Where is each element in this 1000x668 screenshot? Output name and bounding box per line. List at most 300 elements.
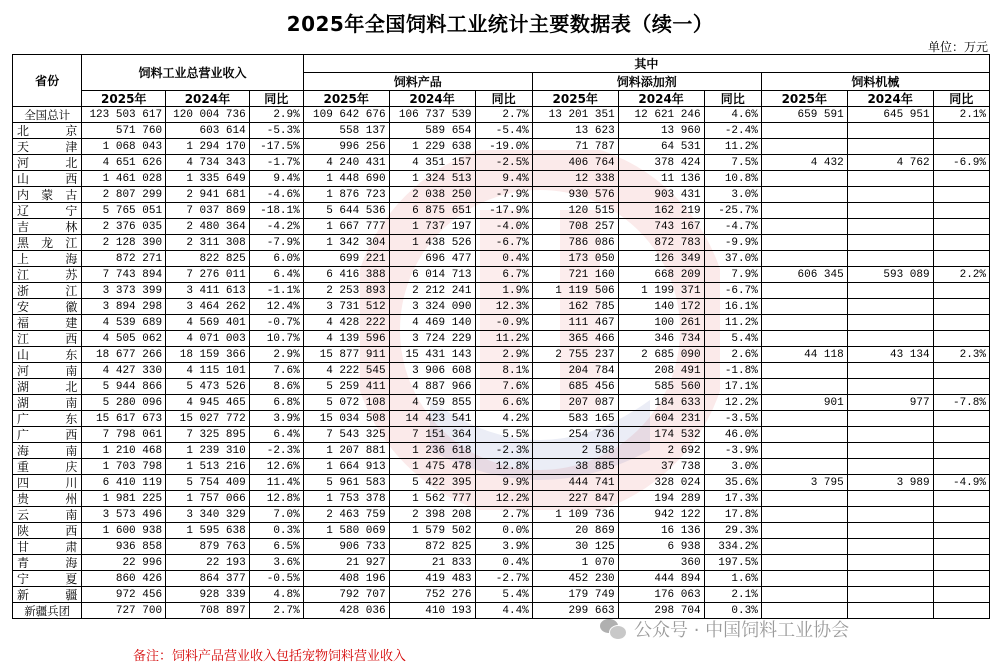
value-cell [847, 523, 933, 539]
value-cell: 2.7% [475, 507, 532, 523]
value-cell: 0.4% [475, 555, 532, 571]
value-cell: 334.2% [704, 539, 761, 555]
header-yoy: 同比 [249, 91, 303, 107]
value-cell: 1 448 690 [303, 171, 389, 187]
value-cell [847, 411, 933, 427]
value-cell [933, 555, 989, 571]
value-cell: 4 240 431 [303, 155, 389, 171]
value-cell: 2 588 [532, 443, 618, 459]
value-cell: 1 753 378 [303, 491, 389, 507]
value-cell: 4 505 062 [82, 331, 166, 347]
value-cell: 1 119 506 [532, 283, 618, 299]
value-cell: -2.3% [475, 443, 532, 459]
value-cell: -4.0% [475, 219, 532, 235]
value-cell: -17.5% [249, 139, 303, 155]
table-body [13, 107, 990, 619]
table-row [13, 315, 990, 331]
province-cell: 甘 肃 [13, 539, 82, 555]
value-cell: 2 755 237 [532, 347, 618, 363]
table-header [13, 55, 990, 107]
value-cell: 2.7% [475, 107, 532, 123]
value-cell: 13 623 [532, 123, 618, 139]
value-cell: 15 617 673 [82, 411, 166, 427]
value-cell: -18.1% [249, 203, 303, 219]
value-cell: 7 037 869 [166, 203, 250, 219]
value-cell: 1 109 736 [532, 507, 618, 523]
value-cell: 3 411 613 [166, 283, 250, 299]
value-cell [847, 331, 933, 347]
value-cell: 9.4% [475, 171, 532, 187]
value-cell: 2.1% [704, 587, 761, 603]
value-cell: -6.7% [475, 235, 532, 251]
value-cell: 585 560 [618, 379, 704, 395]
value-cell [761, 219, 847, 235]
value-cell: -25.7% [704, 203, 761, 219]
value-cell [933, 427, 989, 443]
header-of-which: 其中 [303, 55, 989, 73]
table-row [13, 187, 990, 203]
value-cell: 3 906 608 [389, 363, 475, 379]
value-cell: 786 086 [532, 235, 618, 251]
header-2024: 2024年 [618, 91, 704, 107]
value-cell: 6 014 713 [389, 267, 475, 283]
value-cell: 204 784 [532, 363, 618, 379]
value-cell: 12.2% [475, 491, 532, 507]
header-2024: 2024年 [166, 91, 250, 107]
header-feed-products: 饲料产品 [303, 73, 532, 91]
value-cell: 1 600 938 [82, 523, 166, 539]
value-cell: 5.4% [704, 331, 761, 347]
value-cell: 10.8% [704, 171, 761, 187]
value-cell: -6.9% [933, 155, 989, 171]
value-cell [847, 491, 933, 507]
value-cell: 696 477 [389, 251, 475, 267]
value-cell: -1.8% [704, 363, 761, 379]
province-cell: 安 徽 [13, 299, 82, 315]
value-cell: 419 483 [389, 571, 475, 587]
value-cell: 22 193 [166, 555, 250, 571]
province-cell: 黑龙江 [13, 235, 82, 251]
header-2024: 2024年 [389, 91, 475, 107]
value-cell: 1 070 [532, 555, 618, 571]
value-cell: 2 253 893 [303, 283, 389, 299]
value-cell: 5.5% [475, 427, 532, 443]
value-cell: 17.3% [704, 491, 761, 507]
value-cell: 12.3% [475, 299, 532, 315]
value-cell [847, 251, 933, 267]
value-cell: 452 230 [532, 571, 618, 587]
value-cell: -4.9% [933, 475, 989, 491]
value-cell: 589 654 [389, 123, 475, 139]
province-cell: 吉 林 [13, 219, 82, 235]
value-cell: 6.8% [249, 395, 303, 411]
value-cell [761, 571, 847, 587]
value-cell [847, 587, 933, 603]
value-cell: 64 531 [618, 139, 704, 155]
value-cell: 176 063 [618, 587, 704, 603]
province-cell: 青 海 [13, 555, 82, 571]
value-cell: 8.6% [249, 379, 303, 395]
value-cell: 140 172 [618, 299, 704, 315]
value-cell: 942 122 [618, 507, 704, 523]
value-cell [847, 539, 933, 555]
value-cell: 3 989 [847, 475, 933, 491]
province-cell: 云 南 [13, 507, 82, 523]
value-cell: 2.7% [249, 603, 303, 619]
value-cell: 1 324 513 [389, 171, 475, 187]
value-cell: 162 785 [532, 299, 618, 315]
value-cell [933, 235, 989, 251]
value-cell [761, 187, 847, 203]
value-cell [933, 363, 989, 379]
value-cell [761, 587, 847, 603]
table-row [13, 347, 990, 363]
value-cell [761, 363, 847, 379]
value-cell [847, 555, 933, 571]
value-cell: 194 289 [618, 491, 704, 507]
value-cell: -2.7% [475, 571, 532, 587]
table-row [13, 443, 990, 459]
value-cell [847, 123, 933, 139]
wechat-icon [600, 619, 626, 639]
header-yoy: 同比 [704, 91, 761, 107]
value-cell: 4 469 140 [389, 315, 475, 331]
value-cell: 15 431 143 [389, 347, 475, 363]
value-cell: 208 491 [618, 363, 704, 379]
value-cell: 6.6% [475, 395, 532, 411]
header-total-revenue: 饲料工业总营业收入 [82, 55, 303, 91]
province-cell: 河 北 [13, 155, 82, 171]
province-cell: 内蒙古 [13, 187, 82, 203]
value-cell: 8.1% [475, 363, 532, 379]
value-cell: 5 473 526 [166, 379, 250, 395]
value-cell [761, 427, 847, 443]
value-cell: 126 349 [618, 251, 704, 267]
value-cell: 2 807 299 [82, 187, 166, 203]
value-cell: -7.8% [933, 395, 989, 411]
value-cell: 708 257 [532, 219, 618, 235]
value-cell: 18 677 266 [82, 347, 166, 363]
value-cell: 4 222 545 [303, 363, 389, 379]
value-cell: 972 456 [82, 587, 166, 603]
value-cell: 1 461 028 [82, 171, 166, 187]
value-cell [847, 203, 933, 219]
value-cell: 2.9% [249, 107, 303, 123]
header-province: 省份 [13, 55, 82, 107]
value-cell: 1 438 526 [389, 235, 475, 251]
value-cell: 4.6% [704, 107, 761, 123]
value-cell: 1 294 170 [166, 139, 250, 155]
value-cell: 906 733 [303, 539, 389, 555]
value-cell [847, 443, 933, 459]
value-cell: -9.9% [704, 235, 761, 251]
value-cell: 4 539 689 [82, 315, 166, 331]
value-cell [761, 315, 847, 331]
value-cell: 15 027 772 [166, 411, 250, 427]
value-cell: 12.6% [249, 459, 303, 475]
value-cell: 2.9% [475, 347, 532, 363]
value-cell: -0.5% [249, 571, 303, 587]
header-feed-machinery: 饲料机械 [761, 73, 989, 91]
value-cell [761, 123, 847, 139]
value-cell: -6.7% [704, 283, 761, 299]
value-cell [761, 539, 847, 555]
value-cell: 3 324 090 [389, 299, 475, 315]
brand-text: 公众号 · 中国饲料工业协会 [634, 620, 850, 641]
value-cell [847, 171, 933, 187]
value-cell [933, 315, 989, 331]
value-cell [933, 459, 989, 475]
value-cell: 7.9% [704, 267, 761, 283]
value-cell: 860 426 [82, 571, 166, 587]
value-cell: 6.4% [249, 267, 303, 283]
value-cell: 2 376 035 [82, 219, 166, 235]
value-cell: 930 576 [532, 187, 618, 203]
value-cell: -19.0% [475, 139, 532, 155]
value-cell: 1 562 777 [389, 491, 475, 507]
value-cell: 5 944 866 [82, 379, 166, 395]
value-cell: 5 280 096 [82, 395, 166, 411]
value-cell: 17.8% [704, 507, 761, 523]
header-2025: 2025年 [532, 91, 618, 107]
value-cell: 4.2% [475, 411, 532, 427]
value-cell [761, 235, 847, 251]
value-cell: 12 338 [532, 171, 618, 187]
table-row [13, 379, 990, 395]
value-cell: 4 651 626 [82, 155, 166, 171]
value-cell: 29.3% [704, 523, 761, 539]
value-cell: 2.9% [249, 347, 303, 363]
value-cell: 792 707 [303, 587, 389, 603]
value-cell: 3 894 298 [82, 299, 166, 315]
province-cell: 湖 南 [13, 395, 82, 411]
value-cell: 604 231 [618, 411, 704, 427]
value-cell: 298 704 [618, 603, 704, 619]
value-cell [933, 587, 989, 603]
value-cell: 21 927 [303, 555, 389, 571]
value-cell: 558 137 [303, 123, 389, 139]
value-cell: 1 513 216 [166, 459, 250, 475]
table-row [13, 459, 990, 475]
value-cell: 11 136 [618, 171, 704, 187]
value-cell: 2 038 250 [389, 187, 475, 203]
header-yoy: 同比 [475, 91, 532, 107]
value-cell: 7.0% [249, 507, 303, 523]
value-cell: 928 339 [166, 587, 250, 603]
table-row [13, 235, 990, 251]
value-cell: 1 757 066 [166, 491, 250, 507]
value-cell [761, 507, 847, 523]
value-cell: 1 664 913 [303, 459, 389, 475]
value-cell: 2 212 241 [389, 283, 475, 299]
value-cell: 13 201 351 [532, 107, 618, 123]
value-cell: 6 410 119 [82, 475, 166, 491]
value-cell: 378 424 [618, 155, 704, 171]
value-cell: 6 875 651 [389, 203, 475, 219]
value-cell: 20 869 [532, 523, 618, 539]
value-cell: 822 825 [166, 251, 250, 267]
province-cell: 湖 北 [13, 379, 82, 395]
province-cell: 四 川 [13, 475, 82, 491]
value-cell [761, 555, 847, 571]
value-cell: 752 276 [389, 587, 475, 603]
value-cell: -5.3% [249, 123, 303, 139]
value-cell: 996 256 [303, 139, 389, 155]
value-cell: 7 276 011 [166, 267, 250, 283]
value-cell [933, 603, 989, 619]
value-cell: 4 887 966 [389, 379, 475, 395]
value-cell [847, 299, 933, 315]
value-cell: 406 764 [532, 155, 618, 171]
province-cell: 河 南 [13, 363, 82, 379]
value-cell: 328 024 [618, 475, 704, 491]
province-cell: 北 京 [13, 123, 82, 139]
value-cell: 685 456 [532, 379, 618, 395]
table-row [13, 283, 990, 299]
table-row [13, 155, 990, 171]
value-cell: -2.5% [475, 155, 532, 171]
province-cell: 山 东 [13, 347, 82, 363]
value-cell: 4.4% [475, 603, 532, 619]
value-cell: 4 432 [761, 155, 847, 171]
province-cell: 宁 夏 [13, 571, 82, 587]
table-row [13, 539, 990, 555]
province-cell: 山 西 [13, 171, 82, 187]
table-row [13, 427, 990, 443]
value-cell: 207 087 [532, 395, 618, 411]
value-cell: 7 325 895 [166, 427, 250, 443]
province-cell: 天 津 [13, 139, 82, 155]
value-cell: 7.6% [475, 379, 532, 395]
value-cell: 3.0% [704, 187, 761, 203]
table-row [13, 139, 990, 155]
value-cell [933, 139, 989, 155]
value-cell [933, 491, 989, 507]
value-cell [933, 507, 989, 523]
table-row [13, 171, 990, 187]
province-cell: 江 苏 [13, 267, 82, 283]
province-cell: 广 东 [13, 411, 82, 427]
value-cell: 111 467 [532, 315, 618, 331]
value-cell: 12.4% [249, 299, 303, 315]
value-cell [847, 315, 933, 331]
value-cell: 645 951 [847, 107, 933, 123]
value-cell [933, 411, 989, 427]
value-cell: 0.3% [249, 523, 303, 539]
unit-label: 单位：万元 [927, 40, 988, 54]
value-cell [761, 523, 847, 539]
table-row [13, 475, 990, 491]
value-cell: 1 236 618 [389, 443, 475, 459]
value-cell: 1.9% [475, 283, 532, 299]
value-cell: 6 416 388 [303, 267, 389, 283]
table-row [13, 203, 990, 219]
value-cell: -4.6% [249, 187, 303, 203]
province-cell: 新 疆 [13, 587, 82, 603]
value-cell [933, 379, 989, 395]
value-cell: -2.3% [249, 443, 303, 459]
value-cell [933, 539, 989, 555]
value-cell: 3 724 229 [389, 331, 475, 347]
value-cell: 743 167 [618, 219, 704, 235]
province-cell: 上 海 [13, 251, 82, 267]
value-cell: 4 427 330 [82, 363, 166, 379]
value-cell: 299 663 [532, 603, 618, 619]
province-cell: 全国总计 [13, 107, 82, 123]
table-row [13, 123, 990, 139]
value-cell [933, 219, 989, 235]
value-cell [847, 283, 933, 299]
value-cell: 1 342 304 [303, 235, 389, 251]
value-cell [933, 283, 989, 299]
value-cell: 444 741 [532, 475, 618, 491]
value-cell: 4 428 222 [303, 315, 389, 331]
value-cell [761, 299, 847, 315]
province-cell: 陕 西 [13, 523, 82, 539]
value-cell: 1 068 043 [82, 139, 166, 155]
value-cell: 4 569 401 [166, 315, 250, 331]
value-cell: 3.0% [704, 459, 761, 475]
value-cell [933, 299, 989, 315]
value-cell: 727 700 [82, 603, 166, 619]
value-cell [933, 331, 989, 347]
value-cell: 2.6% [704, 347, 761, 363]
value-cell: 120 515 [532, 203, 618, 219]
value-cell: 4 139 596 [303, 331, 389, 347]
province-cell: 江 西 [13, 331, 82, 347]
value-cell: 360 [618, 555, 704, 571]
value-cell: 1 229 638 [389, 139, 475, 155]
table-row [13, 299, 990, 315]
value-cell: 659 591 [761, 107, 847, 123]
province-cell: 广 西 [13, 427, 82, 443]
value-cell: 16 136 [618, 523, 704, 539]
value-cell: -0.9% [475, 315, 532, 331]
value-cell: 1 876 723 [303, 187, 389, 203]
value-cell: 38 885 [532, 459, 618, 475]
value-cell [933, 251, 989, 267]
value-cell: -2.4% [704, 123, 761, 139]
value-cell: 9.4% [249, 171, 303, 187]
header-feed-additives: 饲料添加剂 [532, 73, 761, 91]
value-cell: 3 795 [761, 475, 847, 491]
value-cell: 120 004 736 [166, 107, 250, 123]
province-cell: 辽 宁 [13, 203, 82, 219]
value-cell: 1 475 478 [389, 459, 475, 475]
value-cell [761, 139, 847, 155]
value-cell: 4 734 343 [166, 155, 250, 171]
value-cell [761, 491, 847, 507]
footnote: 备注：饲料产品营业收入包括宠物饲料营业收入 [133, 649, 407, 664]
value-cell: 3 340 329 [166, 507, 250, 523]
value-cell: 872 783 [618, 235, 704, 251]
value-cell: 15 034 508 [303, 411, 389, 427]
value-cell: -7.9% [475, 187, 532, 203]
value-cell: 0.3% [704, 603, 761, 619]
value-cell: 13 960 [618, 123, 704, 139]
value-cell [761, 443, 847, 459]
value-cell: -1.7% [249, 155, 303, 171]
value-cell: 4 759 855 [389, 395, 475, 411]
value-cell: 410 193 [389, 603, 475, 619]
value-cell: 977 [847, 395, 933, 411]
value-cell: 7 743 894 [82, 267, 166, 283]
value-cell: 22 996 [82, 555, 166, 571]
value-cell: 864 377 [166, 571, 250, 587]
value-cell: 6.0% [249, 251, 303, 267]
value-cell: 365 466 [532, 331, 618, 347]
province-cell: 海 南 [13, 443, 82, 459]
